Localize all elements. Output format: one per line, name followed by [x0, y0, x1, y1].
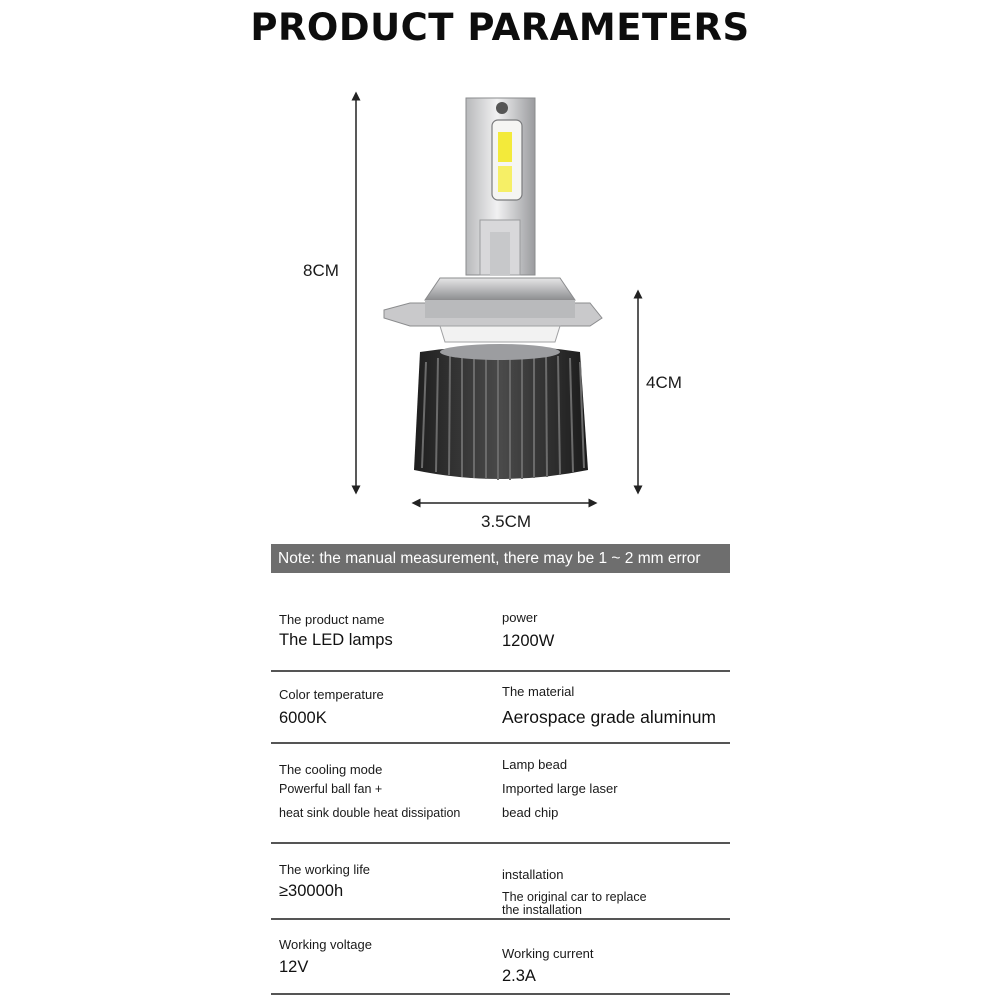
spec-working-voltage — [279, 920, 494, 977]
heat-sink — [414, 344, 588, 480]
measurement-note: Note: the manual measurement, there may be 1 ~ 2 mm error — [271, 544, 730, 573]
spec-label: The cooling mode — [279, 762, 383, 777]
spec-working-life — [279, 844, 494, 901]
spec-lamp-bead — [502, 744, 730, 820]
spec-value-line: Powerful ball fan + — [279, 782, 383, 796]
spec-value-line: bead chip — [502, 805, 559, 820]
dimension-label-height-total: 8CM — [303, 261, 339, 280]
spec-label: Lamp bead — [502, 757, 568, 772]
spec-power — [502, 598, 730, 651]
spec-label: Color temperature — [279, 687, 384, 702]
spec-value: Aerospace grade aluminum — [502, 707, 717, 727]
led-bulb-head — [466, 98, 535, 275]
spec-cooling-mode — [279, 744, 494, 820]
spec-row — [271, 672, 730, 744]
page-title: PRODUCT PARAMETERS — [250, 6, 750, 49]
spec-label: installation — [502, 867, 564, 882]
spec-label: Working current — [502, 946, 594, 961]
spec-label: power — [502, 610, 538, 625]
spec-label: The material — [502, 684, 575, 699]
spec-value-line: heat sink double heat dissipation — [279, 806, 461, 820]
dimension-label-height-base: 4CM — [646, 373, 682, 392]
spec-value: 1200W — [502, 632, 555, 650]
spec-working-current — [502, 920, 730, 986]
spec-row — [271, 598, 730, 672]
dimension-label-width: 3.5CM — [481, 512, 532, 531]
spec-value-line: The original car to replace — [502, 890, 647, 904]
spec-value: 2.3A — [502, 967, 536, 985]
spec-installation — [502, 844, 730, 917]
spec-label: The working life — [279, 862, 371, 877]
bulb-flange — [384, 278, 602, 342]
spec-material — [502, 672, 730, 728]
spec-label: The product name — [279, 612, 385, 627]
spec-table — [271, 598, 730, 995]
spec-value: 6000K — [279, 709, 327, 727]
spec-color-temperature — [279, 672, 494, 728]
spec-value-line: Imported large laser — [502, 781, 618, 796]
spec-value: ≥30000h — [279, 882, 344, 900]
spec-value: The LED lamps — [279, 631, 393, 649]
spec-row — [271, 844, 730, 920]
spec-value-line: the installation — [502, 903, 582, 917]
spec-row — [271, 920, 730, 995]
spec-label: Working voltage — [279, 937, 372, 952]
spec-product-name — [279, 598, 494, 650]
spec-value: 12V — [279, 958, 309, 976]
spec-row — [271, 744, 730, 844]
